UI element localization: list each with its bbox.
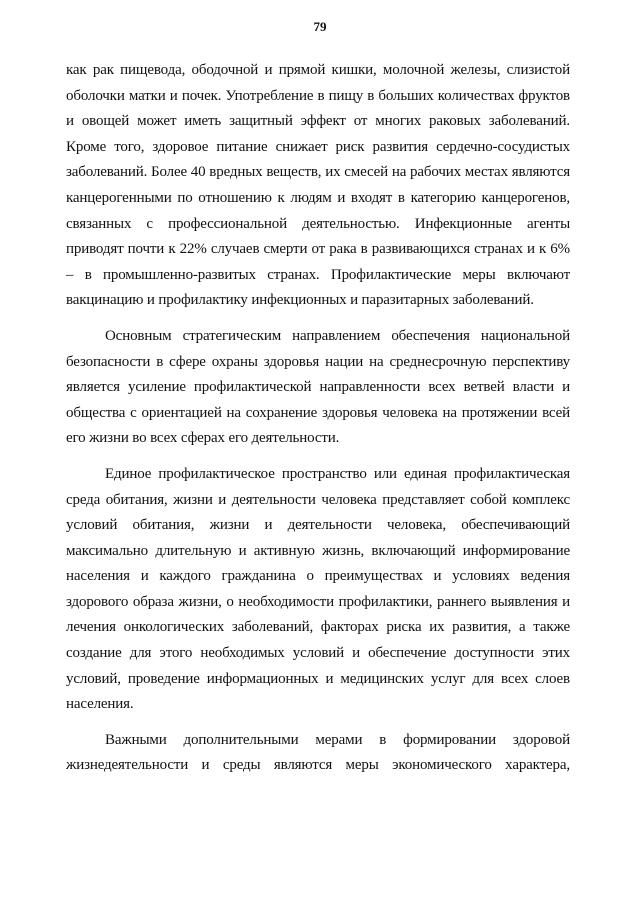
page-number: 79	[313, 19, 327, 34]
paragraph-cancer-risk-factors: как рак пищевода, ободочной и прямой кишки, молочной железы, слизистой оболочки матки и почек. Употребление в пищу в больших количествах фруктов и овощей может иметь защитный эффект от многих раковых заболеваний. Кроме того, здоровое питание снижает риск развития сердечно-сосудистых заболеваний. Более 40 вредных веществ, их смесей на рабочих местах являются канцерогенными по отношению к людям и входят в категорию канцерогенов, связанных с профессиональной деятельностью. Инфекционные агенты приводят почти к 22% случаев смерти от рака в развивающихся странах и к 6% – в промышленно-развитых странах. Профилактические меры включают вакцинацию и профилактику инфекционных и паразитарных заболеваний.	[66, 62, 570, 309]
paragraph-strategic-direction: Основным стратегическим направлением обеспечения национальной безопасности в сфере охраны здоровья нации на среднесрочную перспективу является усиление профилактической направленности всех ветвей власти и общества с ориентацией на сохранение здоровья человека на протяжении всей его жизни во всех сферах его деятельности.	[66, 327, 570, 447]
paragraph-preventive-environment: Единое профилактическое пространство или единая профилактическая среда обитания, жизни и деятельности человека представляет собой комплекс условий обитания, жизни и деятельности человека, обеспечивающий максимально длительную и активную жизнь, включающий информирование населения и каждого гражданина о преимуществах и условиях ведения здорового образа жизни, о необходимости профилактики, раннего выявления и лечения онкологических заболеваний, факторах риска их развития, а также создание для этого необходимых условий и обеспечение доступности этих условий, проведение информационных и медицинских услуг для всех слоев населения.	[66, 465, 570, 713]
body-text	[66, 58, 570, 779]
paragraph-economic-measures: Важными дополнительными мерами в формировании здоровой жизнедеятельности и среды являются меры экономического характера,	[66, 731, 570, 774]
